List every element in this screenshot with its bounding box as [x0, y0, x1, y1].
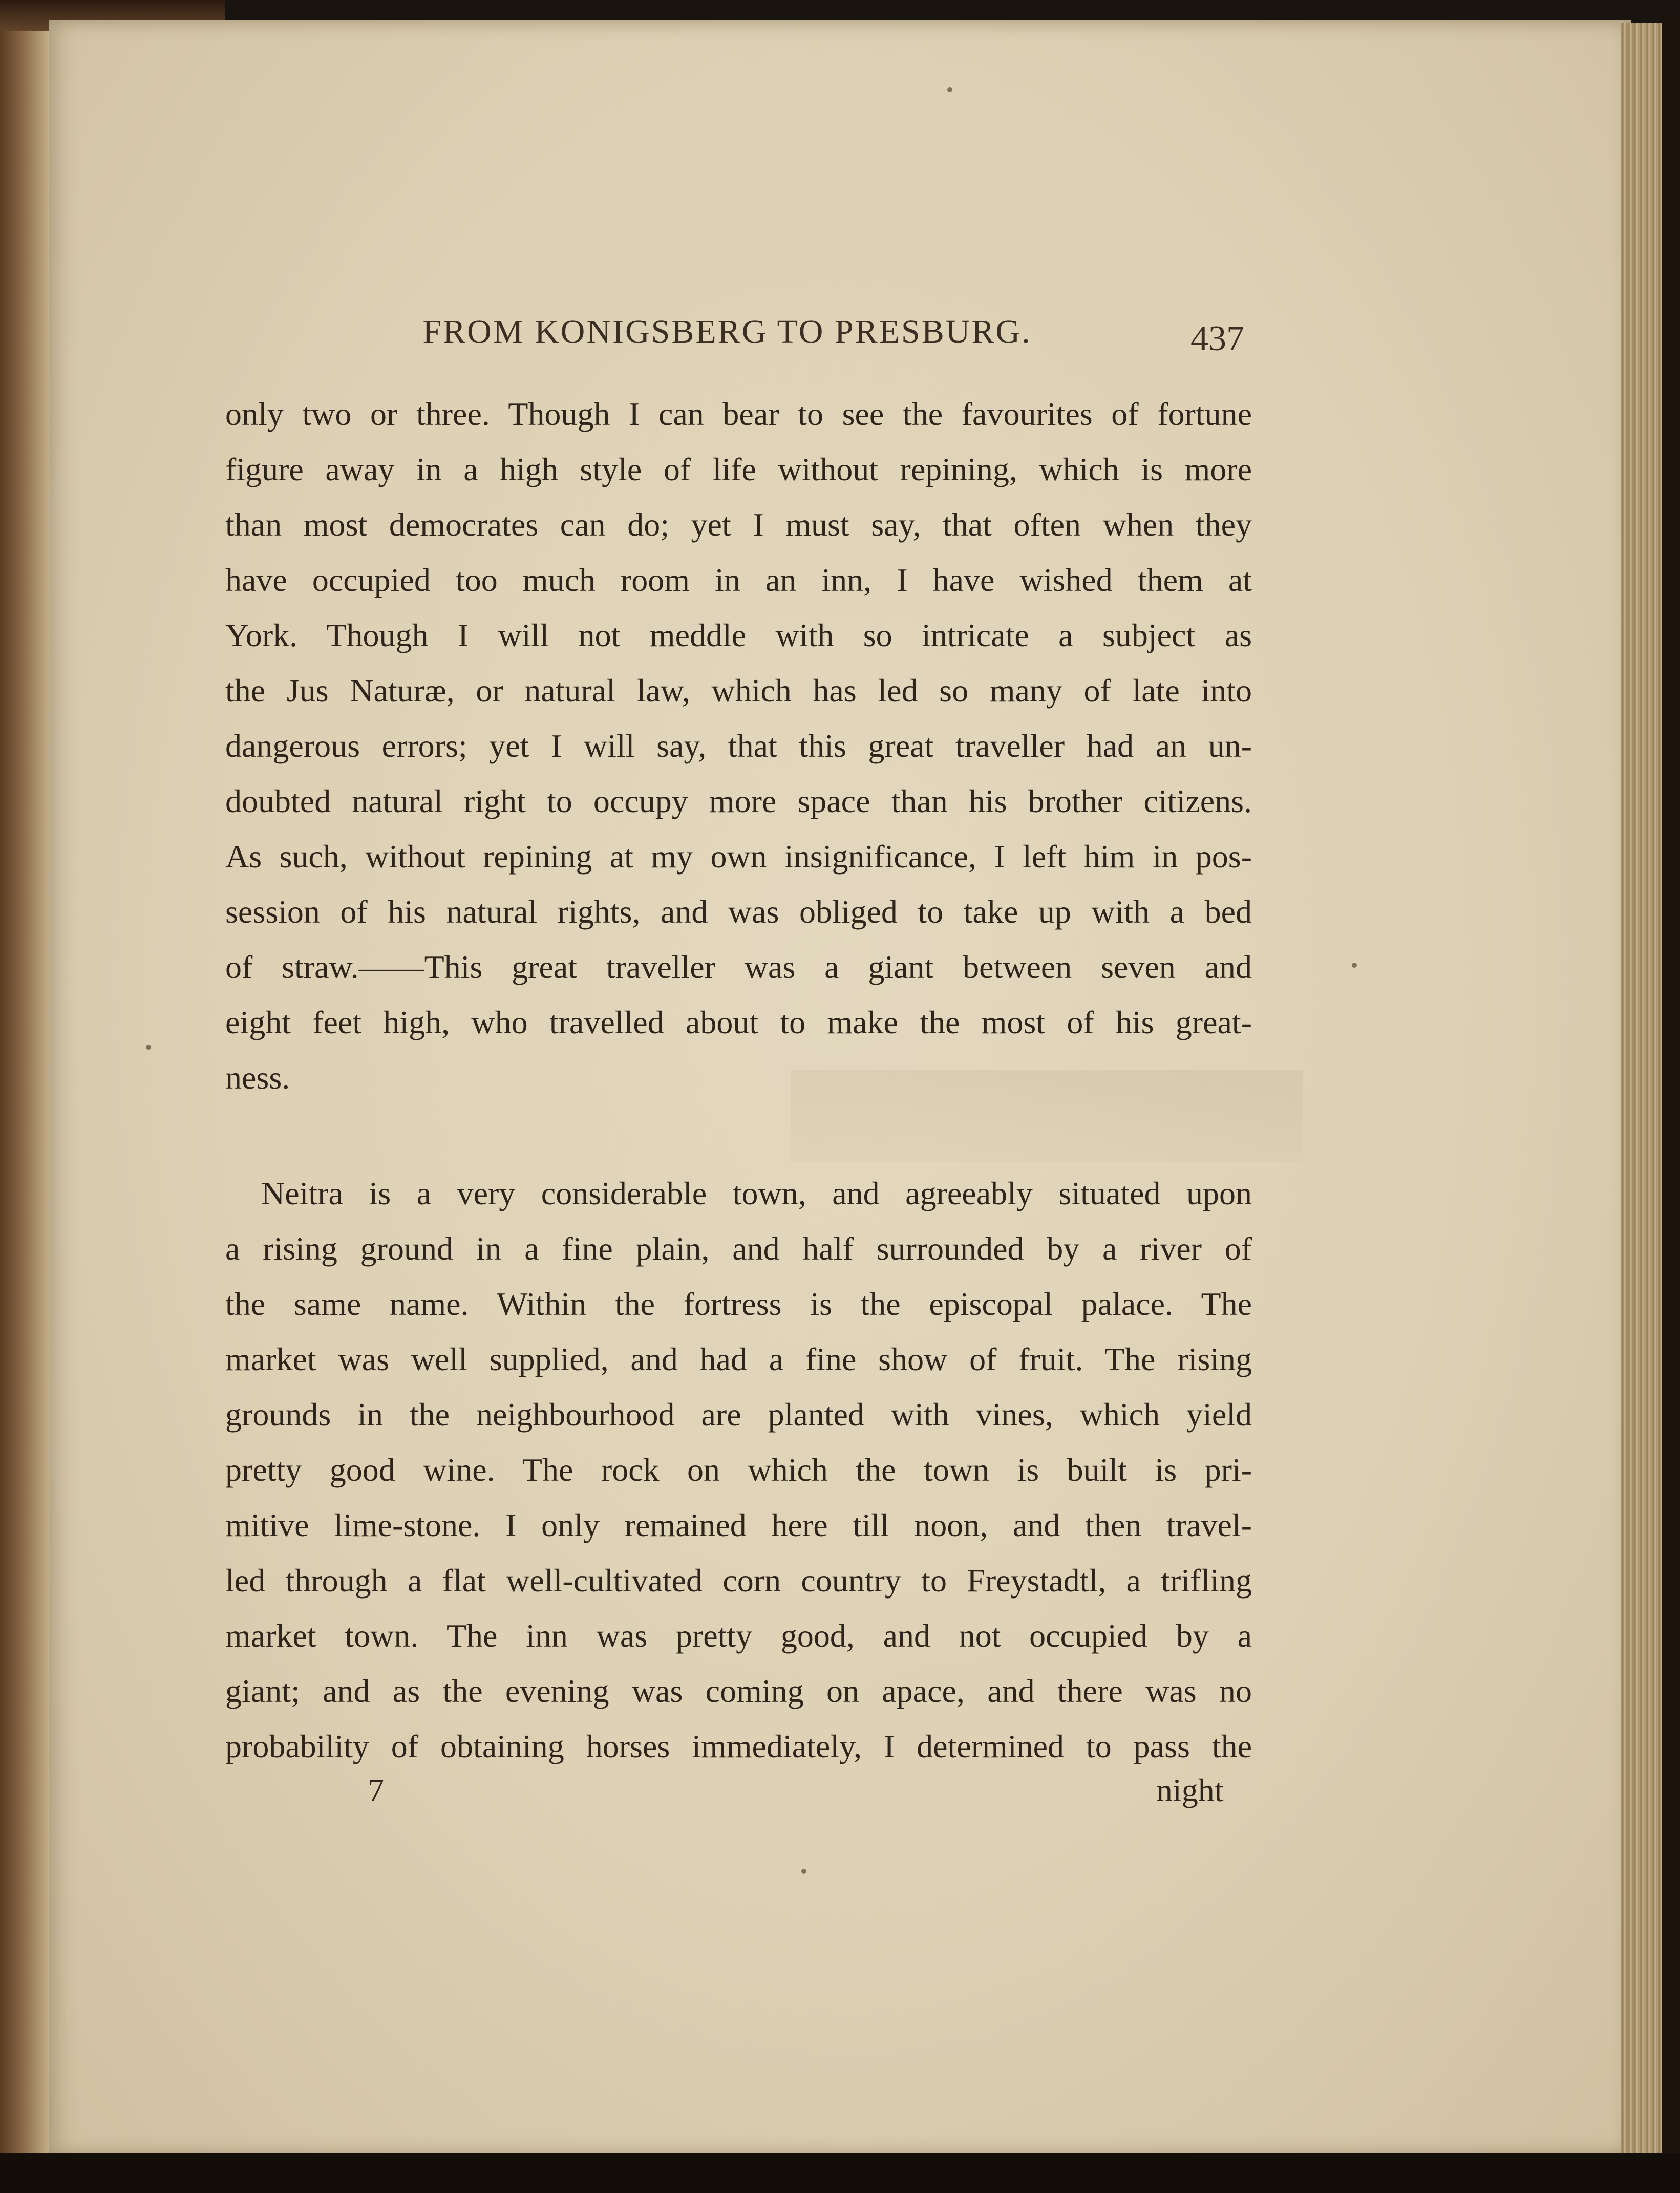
- paragraph: [225, 1166, 1252, 1774]
- paper-speck: [801, 1869, 806, 1874]
- text-line: led through a flat well-cultivated corn country to Freystadtl, a trifling: [225, 1562, 1252, 1599]
- text-line: a rising ground in a fine plain, and half surrounded by a river of: [225, 1230, 1252, 1267]
- text-line: the same name. Within the fortress is the episcopal palace. The: [225, 1286, 1252, 1322]
- text-line: grounds in the neighbourhood are planted with vines, which yield: [225, 1396, 1252, 1433]
- text-line: session of his natural rights, and was obliged to take up with a bed: [225, 893, 1252, 930]
- text-line: ness.: [225, 1059, 290, 1096]
- text-line: mitive lime-stone. I only remained here till noon, and then travel-: [225, 1507, 1252, 1543]
- text-line: probability of obtaining horses immediately, I determined to pass the: [225, 1728, 1252, 1764]
- paragraph-gap: [225, 1105, 1252, 1166]
- body-text: [225, 387, 1252, 1774]
- catchword: night: [1156, 1772, 1224, 1808]
- text-line: pretty good wine. The rock on which the town is built is pri-: [225, 1452, 1252, 1488]
- book-cover-right-edge: [1662, 15, 1680, 2193]
- scan-bottom-border: [0, 2153, 1680, 2193]
- text-line: dangerous errors; yet I will say, that this great traveller had an un-: [225, 728, 1252, 764]
- text-line: Neitra is a very considerable town, and agreeably situated upon: [261, 1175, 1252, 1211]
- text-line: giant; and as the evening was coming on apace, and there was no: [225, 1673, 1252, 1709]
- page-fore-edge: [1621, 23, 1662, 2158]
- text-line: York. Though I will not meddle with so intricate a subject as: [225, 617, 1252, 653]
- text-line: market town. The inn was pretty good, and not occupied by a: [225, 1617, 1252, 1654]
- running-head: FROM KONIGSBERG TO PRESBURG.: [422, 313, 1032, 350]
- text-line: than most democrates can do; yet I must say, that often when they: [225, 506, 1252, 543]
- text-line: market was well supplied, and had a fine show of fruit. The rising: [225, 1341, 1252, 1377]
- paper-speck: [947, 87, 952, 92]
- paper-speck: [1352, 963, 1357, 968]
- paper-speck: [146, 1045, 151, 1050]
- text-line: of straw.——This great traveller was a giant between seven and: [225, 949, 1252, 985]
- text-line: eight feet high, who travelled about to make the most of his great-: [225, 1004, 1252, 1040]
- book-spine-gutter: [0, 31, 51, 2156]
- text-line: figure away in a high style of life without repining, which is more: [225, 451, 1252, 487]
- text-line: have occupied too much room in an inn, I have wished them at: [225, 562, 1252, 598]
- text-line: the Jus Naturæ, or natural law, which has led so many of late into: [225, 672, 1252, 709]
- paragraph: [225, 387, 1252, 1105]
- page-number: 437: [1190, 319, 1244, 358]
- signature-mark: 7: [368, 1772, 384, 1808]
- text-line: only two or three. Though I can bear to see the favourites of fortune: [225, 396, 1252, 432]
- text-line: As such, without repining at my own insignificance, I left him in pos-: [225, 838, 1252, 875]
- text-line: doubted natural right to occupy more space than his brother citizens.: [225, 783, 1252, 819]
